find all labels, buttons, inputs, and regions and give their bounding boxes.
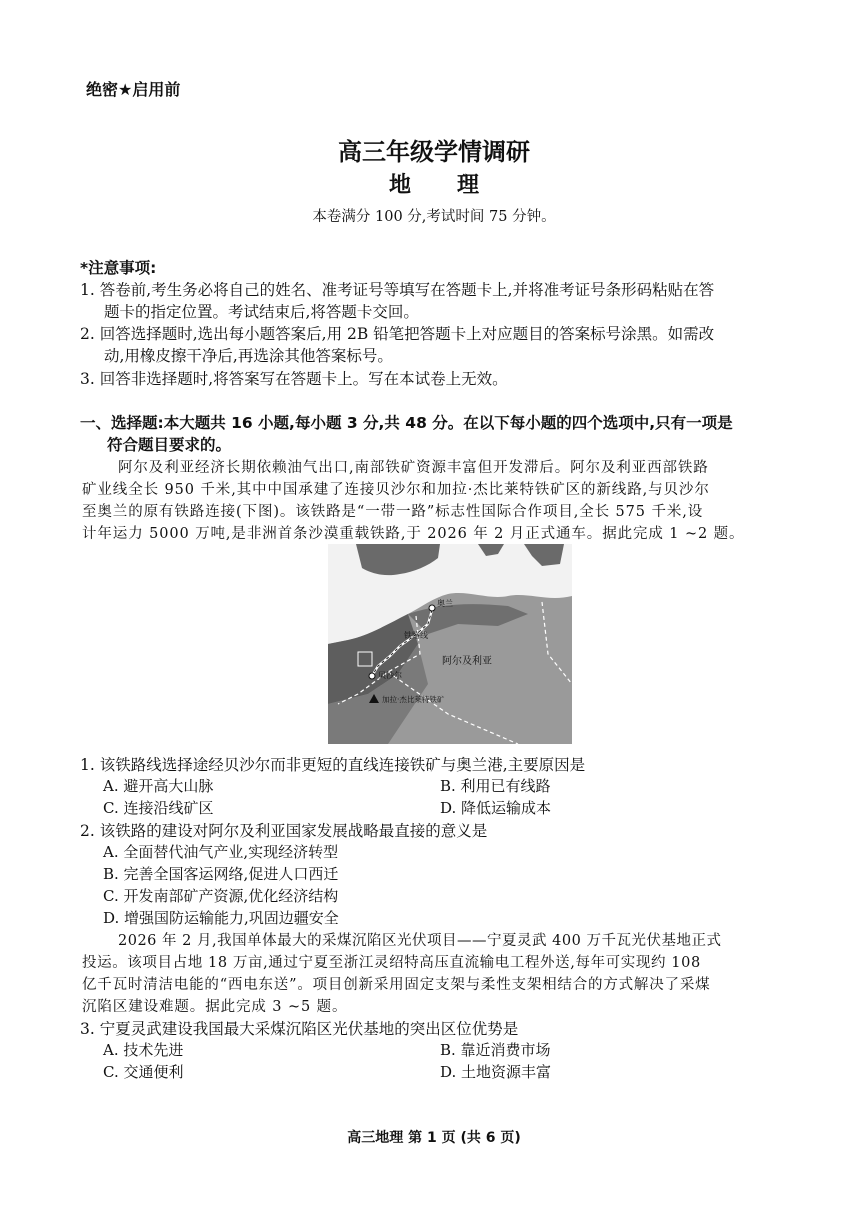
passage-line: 2026 年 2 月,我国单体最大的采煤沉陷区光伏项目——宁夏灵武 400 万千瓦光伏基地正式 — [118, 933, 722, 949]
page-title: 高三年级学情调研 — [338, 138, 530, 166]
oran-marker — [429, 605, 435, 611]
railway-label: 铁路线 — [404, 631, 428, 640]
q3-option-a: A. 技术先进 — [103, 1041, 184, 1059]
section-heading-cont: 符合题目要求的。 — [107, 436, 232, 454]
passage-line: 投运。该项目占地 18 万亩,通过宁夏至浙江灵绍特高压直流输电工程外送,每年可实现约 108 — [82, 955, 701, 971]
passage-line: 计年运力 5000 万吨,是非洲首条沙漠重载铁路,于 2026 年 2 月正式通车。据此完成 1 ~2 题。 — [82, 526, 745, 542]
notes-line: 2. 回答选择题时,选出每小题答案后,用 2B 铅笔把答题卡上对应题目的答案标号涂黑。如需改 — [80, 325, 715, 343]
notes-line: 动,用橡皮擦干净后,再选涂其他答案标号。 — [104, 347, 393, 365]
q1-option-a: A. 避开高大山脉 — [103, 777, 214, 795]
bechar-marker — [369, 673, 375, 679]
passage-line: 沉陷区建设难题。据此完成 3 ~5 题。 — [82, 999, 348, 1015]
passage-line: 至奥兰的原有铁路连接(下图)。该铁路是“一带一路”标志性国际合作项目,全长 575 千米,设 — [82, 504, 704, 520]
question-3-stem: 3. 宁夏灵武建设我国最大采煤沉陷区光伏基地的突出区位优势是 — [80, 1020, 519, 1038]
q2-option-b: B. 完善全国客运网络,促进人口西迁 — [103, 865, 339, 883]
passage-line: 阿尔及利亚经济长期依赖油气出口,南部铁矿资源丰富但开发滞后。阿尔及利亚西部铁路 — [118, 460, 709, 476]
q3-option-c: C. 交通便利 — [103, 1063, 184, 1081]
country-label: 阿尔及利亚 — [442, 656, 492, 667]
mine-label: 加拉·杰比莱特铁矿 — [382, 695, 445, 704]
notes-line: 1. 答卷前,考生务必将自己的姓名、准考证号等填写在答题卡上,并将准考证号条形码粘贴在答 — [80, 281, 715, 299]
map-figure — [328, 544, 572, 744]
section-heading: 一、选择题:本大题共 16 小题,每小题 3 分,共 48 分。在以下每小题的四个选项中,只有一项是 — [80, 414, 733, 432]
algeria-map — [328, 544, 572, 744]
oran-label: 奥兰 — [437, 599, 453, 608]
confidential-label: 绝密★启用前 — [86, 80, 181, 99]
question-2-stem: 2. 该铁路的建设对阿尔及利亚国家发展战略最直接的意义是 — [80, 822, 488, 840]
q3-option-b: B. 靠近消费市场 — [440, 1041, 551, 1059]
notes-heading: *注意事项: — [80, 259, 157, 277]
passage-line: 亿千瓦时清洁电能的“西电东送”。项目创新采用固定支架与柔性支架相结合的方式解决了采煤 — [82, 977, 711, 993]
q1-option-d: D. 降低运输成本 — [440, 799, 552, 817]
q3-option-d: D. 土地资源丰富 — [440, 1063, 552, 1081]
q2-option-c: C. 开发南部矿产资源,优化经济结构 — [103, 887, 339, 905]
q2-option-a: A. 全面替代油气产业,实现经济转型 — [103, 843, 339, 861]
page-footer: 高三地理 第 1 页 (共 6 页) — [347, 1130, 521, 1146]
subject-title: 地理 — [388, 173, 525, 198]
q1-option-c: C. 连接沿线矿区 — [103, 799, 214, 817]
q2-option-d: D. 增强国防运输能力,巩固边疆安全 — [103, 909, 339, 927]
question-1-stem: 1. 该铁路线选择途经贝沙尔而非更短的直线连接铁矿与奥兰港,主要原因是 — [80, 756, 586, 774]
q1-option-b: B. 利用已有线路 — [440, 777, 551, 795]
passage-line: 矿业线全长 950 千米,其中中国承建了连接贝沙尔和加拉·杰比莱特铁矿区的新线路,与贝沙尔 — [82, 482, 710, 498]
exam-info: 本卷满分 100 分,考试时间 75 分钟。 — [312, 209, 556, 225]
bechar-label: 贝沙尔 — [378, 671, 402, 680]
notes-line: 3. 回答非选择题时,将答案写在答题卡上。写在本试卷上无效。 — [80, 370, 508, 388]
notes-line: 题卡的指定位置。考试结束后,将答题卡交回。 — [104, 303, 419, 321]
